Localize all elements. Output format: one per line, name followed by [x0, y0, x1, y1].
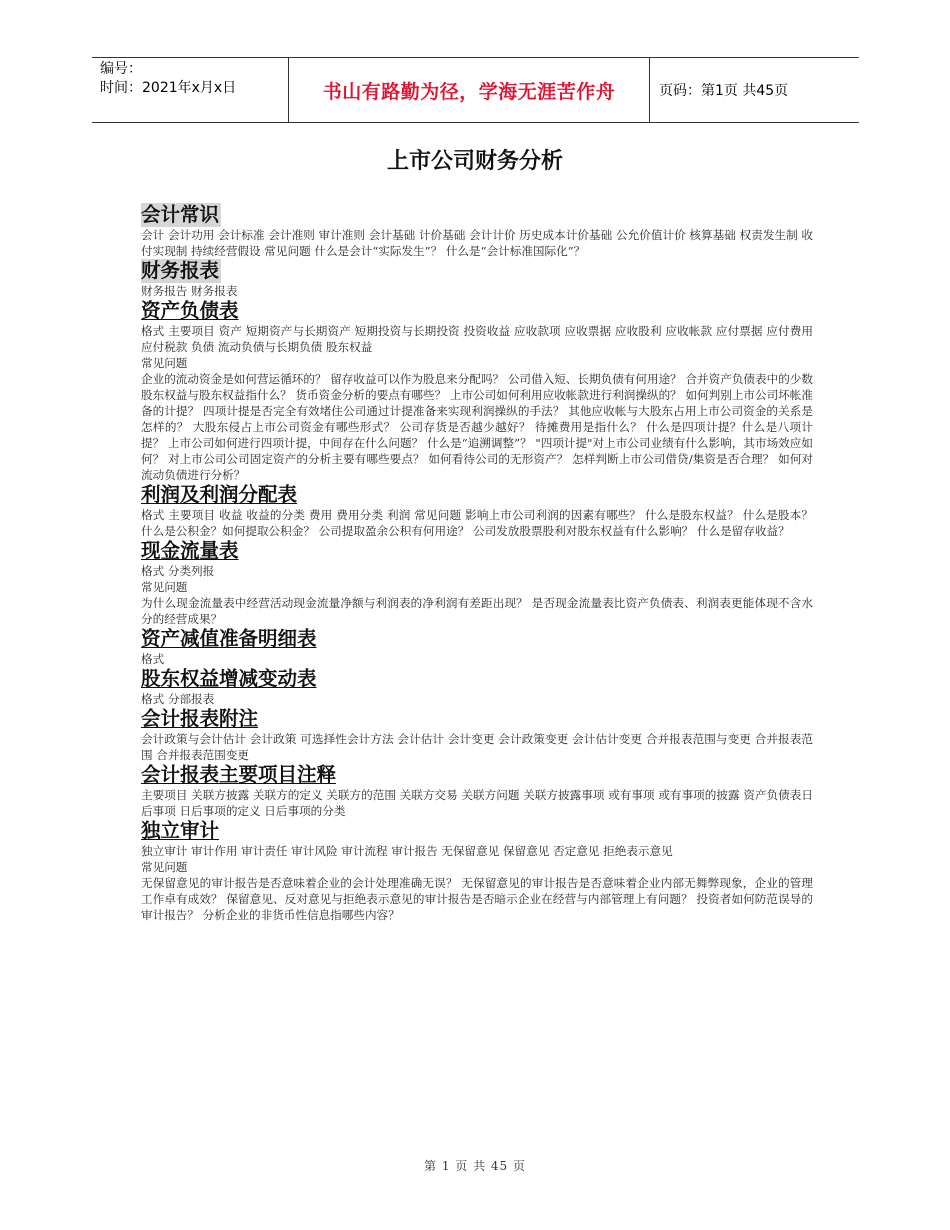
section-paragraph: 会计政策与会计估计 会计政策 可选择性会计方法 会计估计 会计变更 会计政策变更 会计估计变更 合并报表范围与变更 合并报表范围 合并报表范围变更	[141, 732, 813, 762]
header-meta	[100, 60, 288, 98]
section-paragraph: 主要项目 关联方披露 关联方的定义 关联方的范围 关联方交易 关联方问题 关联方披露事项 或有事项 或有事项的披露 资产负债表日后事项 日后事项的定义 日后事项的分类	[141, 788, 813, 818]
section-paragraph: 格式 主要项目 收益 收益的分类 费用 费用分类 利润 常见问题 影响上市公司利润的因素有哪些？ 什么是股东权益？ 什么是股本？ 什么是公积金？如何提取公积金？ 公司提取盈余公积有何用途？ 公司发放股票股利对股东权益有什么影响？ 什么是留存收益？	[141, 508, 813, 538]
section-paragraph: 无保留意见的审计报告是否意味着企业的会计处理准确无误？ 无保留意见的审计报告是否意味着企业内部无舞弊现象，企业的管理工作卓有成效？ 保留意见、反对意见与拒绝表示意见的审计报告是否暗示企业在经营与内部管理上有问题？ 投资者如何防范误导的审计报告？ 分析企业的非货币性信息指哪些内容？	[141, 876, 813, 922]
page-footer: 第 1 页 共 45 页	[424, 1159, 526, 1173]
section-paragraph: 格式 主要项目 资产 短期资产与长期资产 短期投资与长期投资 投资收益 应收款项 应收票据 应收股利 应收帐款 应付票据 应付费用 应付税款 负债 流动负债与长期负债 股东权益	[141, 324, 813, 354]
section-paragraph: 格式	[141, 652, 165, 666]
page-number-info: 页码：第1页 共45页	[659, 83, 789, 99]
motto-text: 书山有路勤为径，学海无涯苦作舟	[322, 81, 616, 103]
section-heading: 资产减值准备明细表	[141, 627, 317, 650]
page-header	[92, 57, 859, 123]
section-heading: 股东权益增减变动表	[141, 667, 317, 690]
document-number-label: 编号：	[100, 61, 142, 77]
section-heading: 资产负债表	[141, 299, 239, 322]
section	[141, 203, 813, 259]
section-paragraph: 为什么现金流量表中经营活动现金流量净额与利润表的净利润有差距出现？ 是否现金流量表比资产负债表、利润表更能体现不含水分的经营成果？	[141, 596, 813, 626]
section-heading: 利润及利润分配表	[141, 483, 298, 506]
section-paragraph: 财务报告 财务报表	[141, 284, 238, 298]
section-paragraph: 会计 会计功用 会计标准 会计准则 审计准则 会计基础 计价基础 会计计价 历史成本计价基础 公允价值计价 核算基础 权责发生制 收付实现制 持续经营假设 常见问题 什么是会计“实际发生”？ 什么是“会计标准国际化”？	[141, 228, 813, 258]
section-heading: 财务报表	[141, 259, 220, 282]
section	[141, 819, 813, 923]
section	[141, 667, 813, 707]
section-heading: 会计报表附注	[141, 707, 259, 730]
section-paragraph: 常见问题	[141, 580, 188, 594]
section	[141, 299, 813, 483]
section-heading: 会计报表主要项目注释	[141, 763, 337, 786]
section-heading: 现金流量表	[141, 539, 239, 562]
document-body	[141, 203, 813, 923]
section	[141, 707, 813, 763]
section-paragraph: 企业的流动资金是如何营运循环的？ 留存收益可以作为股息来分配吗？ 公司借入短、长期负债有何用途？ 合并资产负债表中的少数股东权益与股东权益指什么？ 货币资金分析的要点有哪些？ 上市公司如何利用应收帐款进行利润操纵的？ 如何判别上市公司坏帐准备的计提？ 四项计提是否完全有效堵住公司通过计提准备来实现利润操纵的手法？ 其他应收帐与大股东占用上市公司资金的关系是怎样的？ 大股东侵占上市公司资金有哪些形式？ 公司存货是否越少越好？ 待摊费用是指什么？ 什么是四项计提？什么是八项计提？ 上市公司如何进行四项计提，中间存在什么问题？ 什么是“追溯调整”？ "四项计提"对上市公司业绩有什么影响，其市场效应如何？ 对上市公司公司固定资产的分析主要有哪些要点？ 如何看待公司的无形资产？ 怎样判断上市公司借贷/集资是否合理？ 如何对流动负债进行分析？	[141, 372, 813, 482]
section-paragraph: 独立审计 审计作用 审计责任 审计风险 审计流程 审计报告 无保留意见 保留意见 否定意见 拒绝表示意见	[141, 844, 673, 858]
section-heading: 会计常识	[141, 203, 220, 226]
document-time-label: 时间：2021年x月x日	[100, 80, 237, 96]
section-paragraph: 常见问题	[141, 356, 188, 370]
section-heading: 独立审计	[141, 819, 220, 842]
section	[141, 539, 813, 627]
header-motto-cell	[288, 57, 650, 123]
section	[141, 483, 813, 539]
section	[141, 627, 813, 667]
section-paragraph: 格式 分部报表	[141, 692, 215, 706]
section-paragraph: 常见问题	[141, 860, 188, 874]
section	[141, 763, 813, 819]
section-paragraph: 格式 分类列报	[141, 564, 215, 578]
section	[141, 259, 813, 299]
document-title: 上市公司财务分析	[386, 149, 563, 174]
